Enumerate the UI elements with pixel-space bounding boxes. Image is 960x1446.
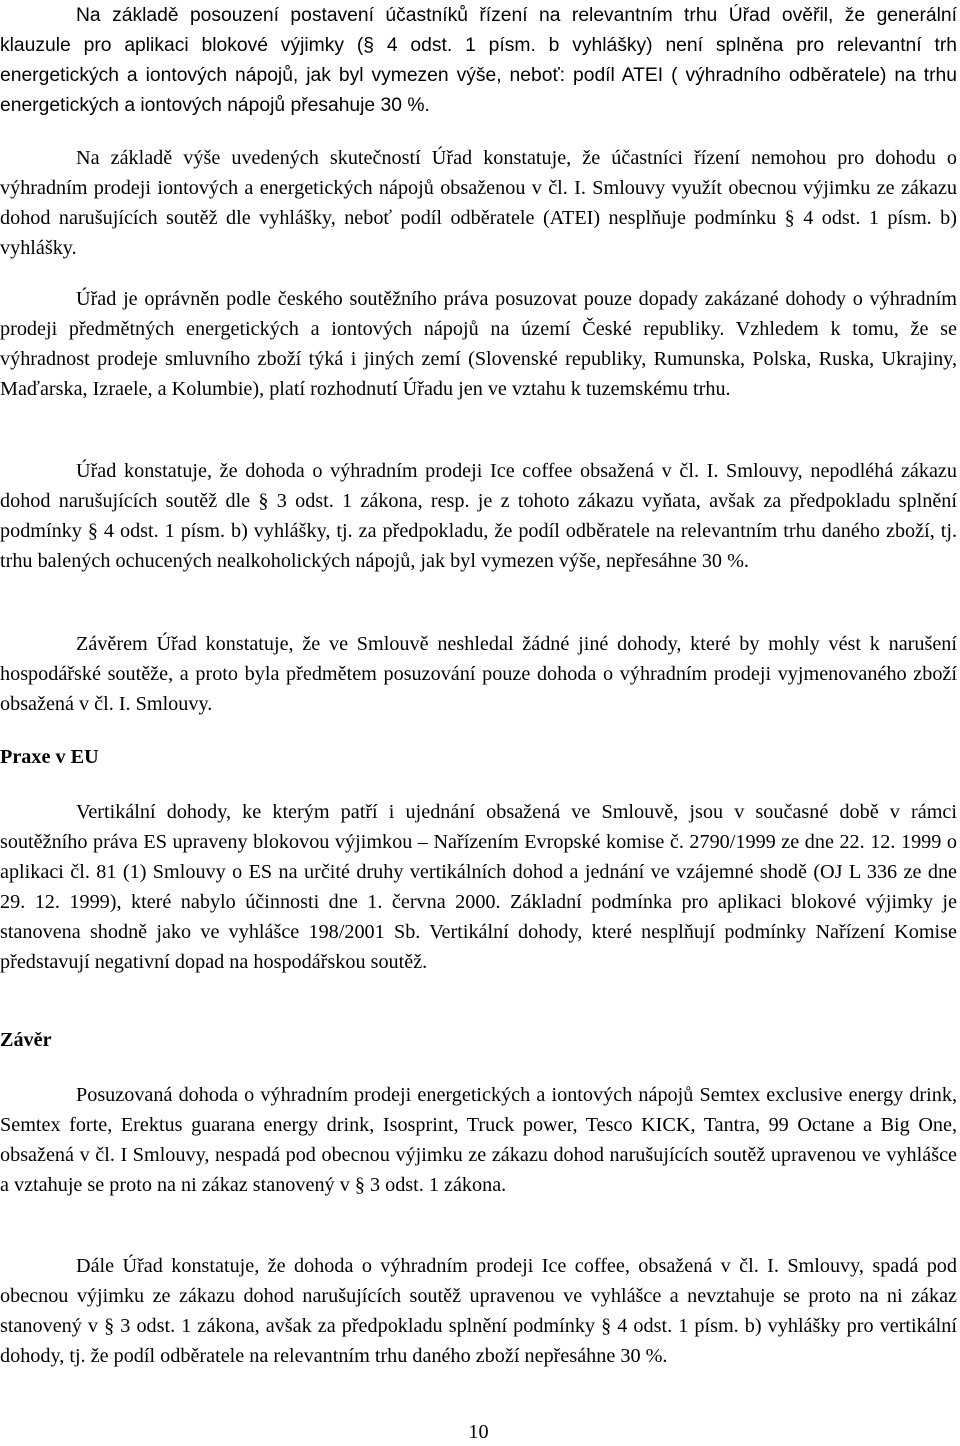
paragraph-territorial-scope: Úřad je oprávněn podle českého soutěžního práva posuzovat pouze dopady zakázané dohody o výhradním prodeji předmětných energetických a iontových nápojů na území České republiky. Vzhledem k tomu, že se výhradnost prodeje smluvního zboží týká i jiných zemí (Slovenské republiky, Rumunska, Polska, Ruska, Ukrajiny, Maďarska, Izraele, a Kolumbie), platí rozhodnutí Úřadu jen ve vztahu k tuzemskému trhu. xyxy=(0,288,957,400)
paragraph-conclusion-energy-drinks: Posuzovaná dohoda o výhradním prodeji energetických a iontových nápojů Semtex exclusive energy drink, Semtex forte, Erektus guarana energy drink, Isosprint, Truck power, Tesco KICK, Tantra, 99 Octane a Big One, obsažená v čl. I Smlouvy, nespadá pod obecnou výjimku ze zákazu dohod narušujících soutěž upravenou ve vyhlášce a vztahuje se proto na ni zákaz stanovený v § 3 odst. 1 zákona. xyxy=(0,1084,957,1196)
paragraph-findings: Na základě výše uvedených skutečností Úřad konstatuje, že účastníci řízení nemohou pro dohodu o výhradním prodeji iontových a energetických nápojů obsaženou v čl. I. Smlouvy využít obecnou výjimku ze zákazu dohod narušujících soutěž dle vyhlášky, neboť podíl odběratele (ATEI) nesplňuje podmínku § 4 odst. 1 písm. b) vyhlášky. xyxy=(0,147,957,259)
page-number: 10 xyxy=(468,1421,489,1443)
paragraph-final-statement: Závěrem Úřad konstatuje, že ve Smlouvě neshledal žádné jiné dohody, které by mohly vést k narušení hospodářské soutěže, a proto byla předmětem posuzování pouze dohoda o výhradním prodeji vyjmenovaného zboží obsažená v čl. I. Smlouvy. xyxy=(0,633,957,715)
paragraph-eu-vertical-agreements: Vertikální dohody, ke kterým patří i ujednání obsažená ve Smlouvě, jsou v současné době v rámci soutěžního práva ES upraveny blokovou výjimkou – Nařízením Evropské komise č. 2790/1999 ze dne 22. 12. 1999 o aplikaci čl. 81 (1) Smlouvy o ES na určité druhy vertikálních dohod a jednání ve vzájemné shodě (OJ L 336 ze dne 29. 12. 1999), které nabylo účinnosti dne 1. června 2000. Základní podmínka pro aplikaci blokové výjimky je stanovena shodně jako ve vyhlášce 198/2001 Sb. Vertikální dohody, které nesplňují podmínky Nařízení Komise představují negativní dopad na hospodářskou soutěž. xyxy=(0,801,957,973)
paragraph-general-clause: Na základě posouzení postavení účastníků řízení na relevantním trhu Úřad ověřil, že generální klauzule pro aplikaci blokové výjimky (§ 4 odst. 1 písm. b vyhlášky) není splněna pro relevantní trh energetických a iontových nápojů, jak byl vymezen výše, neboť: podíl ATEI ( výhradního odběratele) na trhu energetických a iontových nápojů přesahuje 30 %. xyxy=(0,5,957,116)
paragraph-ice-coffee: Úřad konstatuje, že dohoda o výhradním prodeji Ice coffee obsažená v čl. I. Smlouvy, nepodléhá zákazu dohod narušujících soutěž dle § 3 odst. 1 zákona, resp. je z tohoto zákazu vyňata, avšak za předpokladu splnění podmínky § 4 odst. 1 písm. b) vyhlášky, tj. za předpokladu, že podíl odběratele na relevantním trhu daného zboží, tj. trhu balených ochucených nealkoholických nápojů, jak byl vymezen výše, nepřesáhne 30 %. xyxy=(0,460,957,572)
heading-eu-practice: Praxe v EU xyxy=(0,746,99,768)
paragraph-conclusion-ice-coffee: Dále Úřad konstatuje, že dohoda o výhradním prodeji Ice coffee, obsažená v čl. I. Smlouvy, spadá pod obecnou výjimku ze zákazu dohod narušujících soutěž upravenou ve vyhlášce a nevztahuje se proto na ni zákaz stanovený v § 3 odst. 1 zákona, avšak za předpokladu splnění podmínky § 4 odst. 1 písm. b) vyhlášky pro vertikální dohody, tj. že podíl odběratele na relevantním trhu daného zboží nepřesáhne 30 %. xyxy=(0,1255,957,1367)
heading-conclusion: Závěr xyxy=(0,1029,52,1051)
